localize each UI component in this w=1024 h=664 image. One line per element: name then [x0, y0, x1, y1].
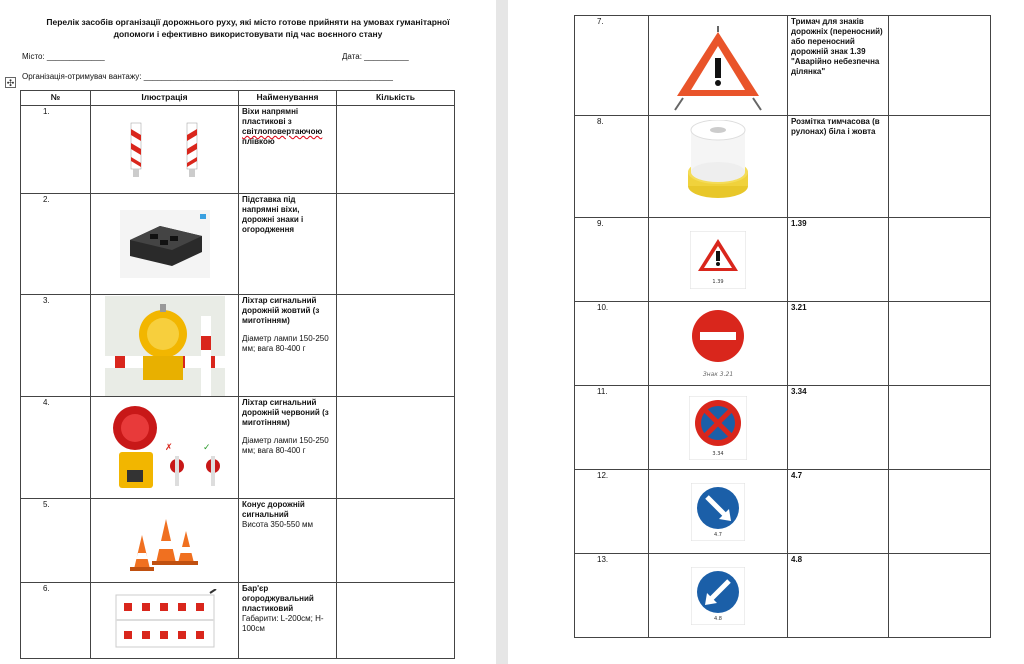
document-title: Перелік засобів організації дорожнього руху, які місто готове прийняти на умовах гуманітарної допомоги і ефективно використовувати під час воєнного стану [46, 17, 450, 39]
item-name: 4.8 [788, 554, 889, 638]
keep-left-sign-icon [691, 567, 745, 625]
item-name: Розмітка тимчасова (в рулонах) біла і жовта [788, 116, 889, 218]
header-illustration: Ілюстрація [91, 91, 239, 106]
traffic-cone-icon [120, 509, 210, 573]
sign-caption: 4.7 [714, 531, 722, 538]
document-page-left [0, 0, 496, 664]
table-row [21, 295, 455, 397]
quantity-cell[interactable] [889, 470, 991, 554]
sign-caption: 3.34 [712, 450, 724, 457]
quantity-cell[interactable] [889, 554, 991, 638]
row-number: 2. [21, 194, 91, 295]
portable-warning-sign-icon [673, 20, 763, 112]
red-lamp-icon [105, 400, 225, 496]
row-number: 6. [21, 583, 91, 659]
quantity-cell[interactable] [337, 295, 455, 397]
base-stand-icon [120, 210, 210, 278]
sign-3-21-illustration [649, 302, 788, 386]
item-name: Підставка під напрямні віхи, дорожні знаки і огородження [239, 194, 337, 295]
row-number: 12. [575, 470, 649, 554]
traffic-cones-illustration [91, 499, 239, 583]
sign-4-8-illustration [649, 554, 788, 638]
item-name: 1.39 [788, 218, 889, 302]
item-name: Конус дорожній сигнальний Висота 350-550 мм [239, 499, 337, 583]
item-name: Ліхтар сигнальний дорожній червоний (з миготінням) Діаметр лампи 150-250 мм; вага 80-400 г [239, 397, 337, 499]
sign-3-34-illustration [649, 386, 788, 470]
delineator-posts-icon [115, 115, 215, 185]
marking-tape-roll-icon [683, 120, 753, 214]
city-field[interactable]: Місто: _____________ [22, 52, 105, 61]
items-table-left [20, 90, 455, 659]
row-number: 3. [21, 295, 91, 397]
table-row [575, 470, 991, 554]
quantity-cell[interactable] [889, 116, 991, 218]
item-name: 4.7 [788, 470, 889, 554]
plastic-barrier-illustration [91, 583, 239, 659]
quantity-cell[interactable] [889, 218, 991, 302]
table-row [21, 106, 455, 194]
header-number: № [21, 91, 91, 106]
table-row [21, 583, 455, 659]
row-number: 1. [21, 106, 91, 194]
quantity-cell[interactable] [337, 499, 455, 583]
quantity-cell[interactable] [889, 386, 991, 470]
sign-caption: Знак 3.21 [702, 370, 734, 378]
quantity-cell[interactable] [337, 583, 455, 659]
sign-1-39-illustration [649, 218, 788, 302]
row-number: 5. [21, 499, 91, 583]
header-name: Найменування [239, 91, 337, 106]
table-row [575, 302, 991, 386]
header-quantity: Кількість [337, 91, 455, 106]
item-name: Віхи напрямні пластикові з світлоповертаючою плівкою [239, 106, 337, 194]
table-row [21, 499, 455, 583]
warning-triangle-sign-icon [690, 231, 746, 289]
portable-sign-holder-illustration [649, 16, 788, 116]
row-number: 13. [575, 554, 649, 638]
row-number: 9. [575, 218, 649, 302]
item-name: 3.21 [788, 302, 889, 386]
row-number: 4. [21, 397, 91, 499]
row-number: 7. [575, 16, 649, 116]
table-row [575, 16, 991, 116]
table-row [21, 397, 455, 499]
sign-caption: 4.8 [714, 615, 722, 622]
table-header-row [21, 91, 455, 106]
item-name: Тримач для знаків дорожніх (переносний) або переносний дорожній знак 1.39 "Аварійно небезпечна ділянка" [788, 16, 889, 116]
keep-right-sign-icon [691, 483, 745, 541]
quantity-cell[interactable] [337, 397, 455, 499]
table-row [575, 386, 991, 470]
table-row [575, 554, 991, 638]
delineator-posts-illustration [91, 106, 239, 194]
row-number: 10. [575, 302, 649, 386]
quantity-cell[interactable] [337, 106, 455, 194]
page-gap [496, 0, 508, 664]
item-name: 3.34 [788, 386, 889, 470]
row-number: 8. [575, 116, 649, 218]
sign-caption: 1.39 [712, 278, 724, 285]
quantity-cell[interactable] [337, 194, 455, 295]
svg-text:✓: ✓ [202, 442, 211, 453]
table-row [575, 116, 991, 218]
sign-4-7-illustration [649, 470, 788, 554]
table-move-handle-icon[interactable]: ✣ [6, 78, 15, 88]
marking-tape-illustration [649, 116, 788, 218]
date-field[interactable]: Дата: __________ [342, 52, 409, 61]
red-warning-lamp-illustration [91, 397, 239, 499]
barrier-icon [110, 589, 220, 653]
no-stopping-sign-icon [689, 396, 747, 460]
table-row [21, 194, 455, 295]
quantity-cell[interactable] [889, 302, 991, 386]
item-name: Бар'єр огороджувальний пластиковий Габарити: L-200см; H-100см [239, 583, 337, 659]
row-number: 11. [575, 386, 649, 470]
quantity-cell[interactable] [889, 16, 991, 116]
recipient-org-field[interactable]: Організація-отримувач вантажу: ________________________________________________________ [22, 72, 393, 81]
item-name: Ліхтар сигнальний дорожній жовтий (з миготінням) Діаметр лампи 150-250 мм; вага 80-400 г [239, 295, 337, 397]
base-stand-illustration [91, 194, 239, 295]
items-table-right [574, 15, 991, 638]
no-entry-sign-icon [688, 306, 748, 382]
yellow-lamp-icon [105, 296, 225, 396]
yellow-warning-lamp-illustration [91, 295, 239, 397]
svg-text:✗: ✗ [164, 442, 173, 453]
table-row [575, 218, 991, 302]
